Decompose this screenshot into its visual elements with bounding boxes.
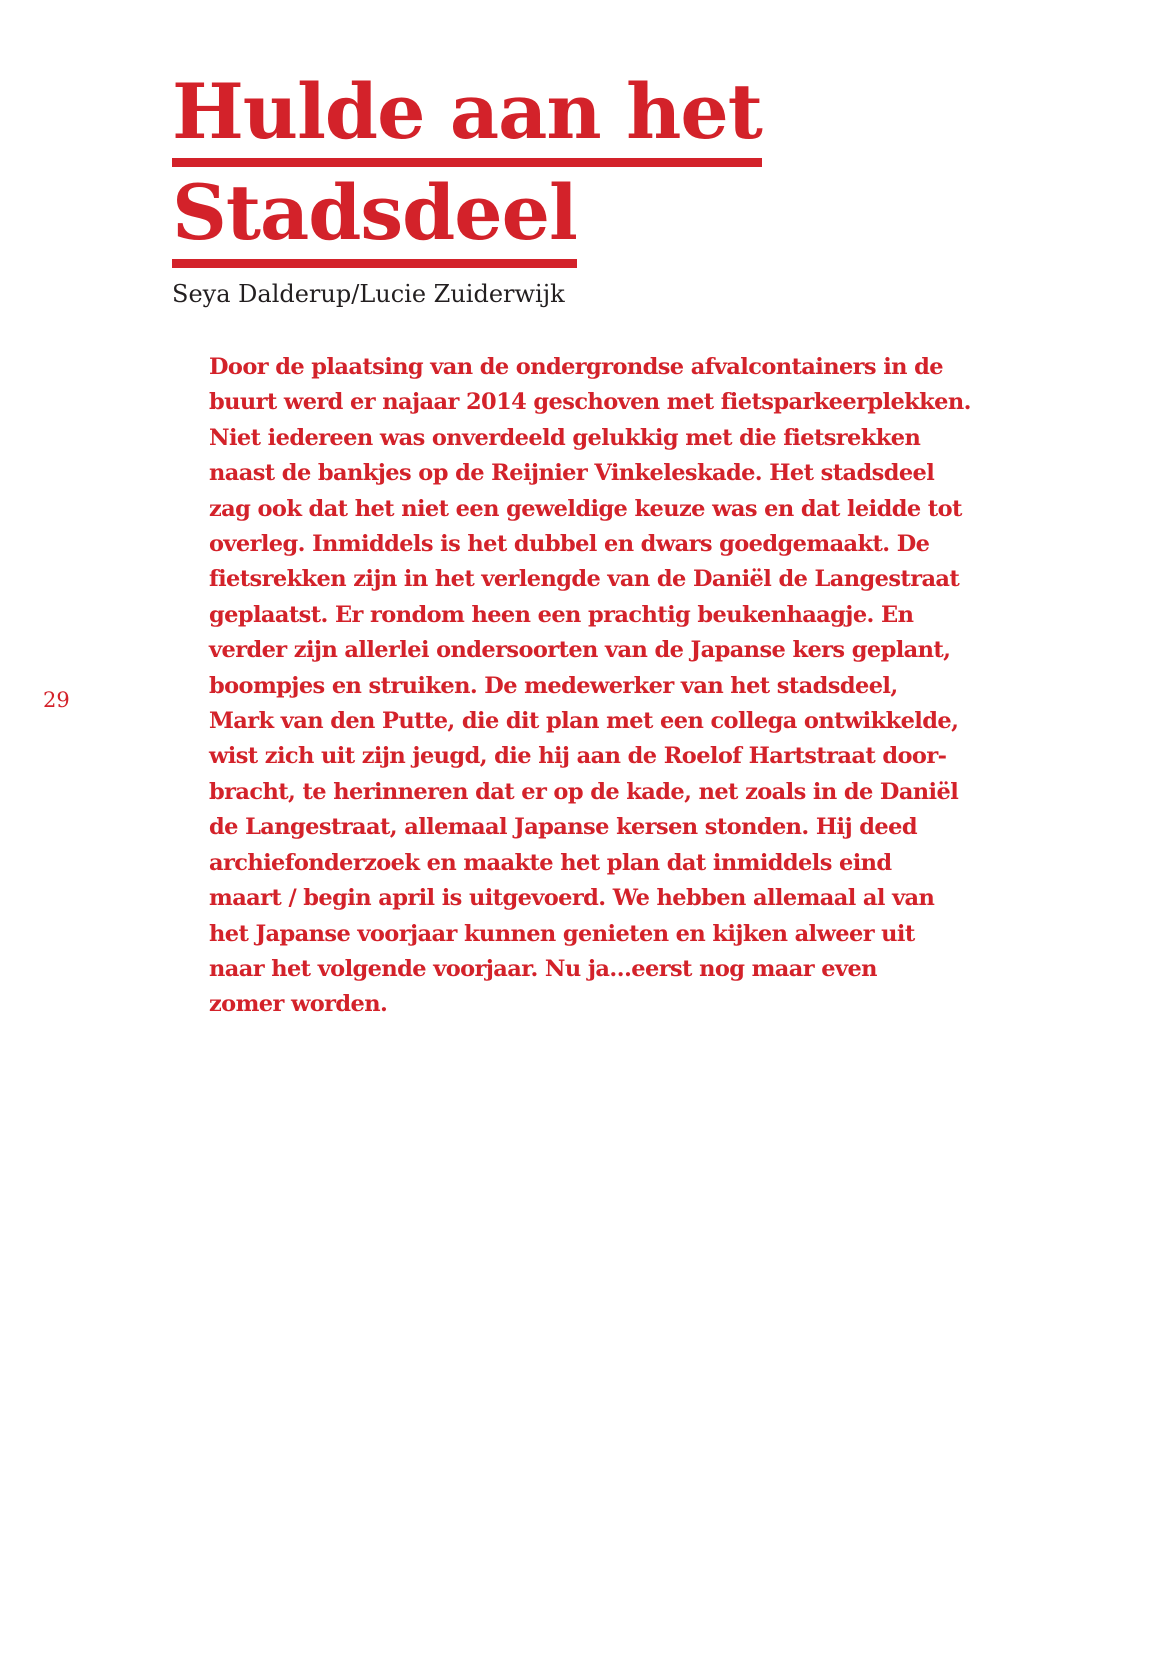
body-line: geplaatst. Er rondom heen een prachtig beukenhaagje. En [209, 601, 914, 628]
title-line-1: Hulde aan het [172, 72, 762, 167]
body-line: wist zich uit zijn jeugd, die hij aan de Roelof Hartstraat door- [209, 743, 947, 770]
body-line: naar het volgende voorjaar. Nu ja…eerst nog maar even [209, 955, 877, 982]
author-byline: Seya Dalderup/Lucie Zuiderwijk [172, 280, 565, 308]
body-line: zag ook dat het niet een geweldige keuze was en dat leidde tot [209, 495, 962, 522]
body-line: zomer worden. [209, 991, 388, 1018]
body-line: Door de plaatsing van de ondergrondse afvalcontainers in de [209, 354, 944, 380]
body-line: maart / begin april is uitgevoerd. We hebben allemaal al van [209, 885, 935, 912]
body-line: naast de bankjes op de Reijnier Vinkeleskade. Het stadsdeel [209, 460, 935, 487]
body-line: bracht, te herinneren dat er op de kade, net zoals in de Daniël [209, 778, 959, 805]
body-line: archiefonderzoek en maakte het plan dat inmiddels eind [209, 849, 892, 876]
body-line: buurt werd er najaar 2014 geschoven met fietsparkeerplekken. [209, 389, 971, 416]
body-line: boompjes en struiken. De medewerker van het stadsdeel, [209, 672, 898, 699]
body-line: de Langestraat, allemaal Japanse kersen stonden. Hij deed [209, 814, 917, 841]
article-body [209, 350, 1009, 1023]
body-line: verder zijn allerlei ondersoorten van de Japanse kers geplant, [209, 637, 951, 664]
body-line: Mark van den Putte, die dit plan met een collega ontwikkelde, [209, 708, 959, 735]
article-title [172, 67, 762, 268]
page-number: 29 [43, 688, 70, 712]
body-line: Niet iedereen was onverdeeld gelukkig met die fietsrekken [209, 424, 921, 451]
body-line: overleg. Inmiddels is het dubbel en dwars goedgemaakt. De [209, 531, 930, 558]
title-line-2: Stadsdeel [172, 173, 577, 268]
body-line: het Japanse voorjaar kunnen genieten en kijken alweer uit [209, 920, 915, 947]
body-line: fietsrekken zijn in het verlengde van de Daniël de Langestraat [209, 566, 960, 593]
